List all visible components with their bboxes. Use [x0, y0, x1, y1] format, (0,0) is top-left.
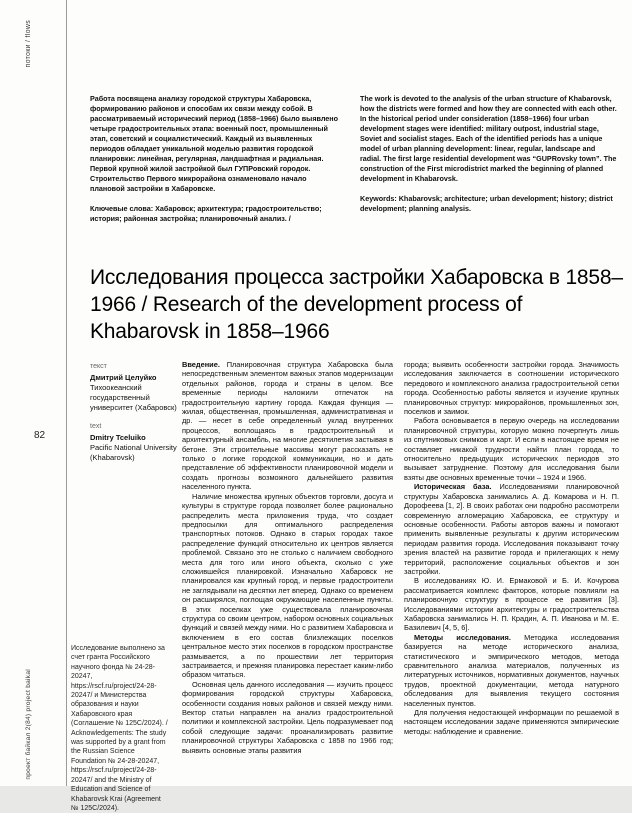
body-paragraph: Наличие множества крупных объектов торговли, досуга и культуры в структуре города позволяет более рационально распределить места приложения труда, что создает предпосылки для оптимального распределения транспортных потоков. Однако в старых городах такое распределение функций относительно их центров является проблемой. Связано это не столько с наличием свободного места для того или иного объекта, сколько с уже сложившейся планировкой. Изначально Хабаровск не планировался как крупный город, и первые градостроители не заглядывали на десятки лет вперед. Однако со временем он расширялся, поглощая окружающие населенные пункты. В этих поселках уже существовала планировочная структура со своим центром, набором основных социальных функций и связей между ними. Но с развитием Хабаровска и включением в его состав близлежащих поселков центральное место этих поселков в городском пространстве размывается, а по прошествии лет территория застраивается, и прежняя планировка перестает каким-либо образом читаться.: [182, 491, 393, 680]
abstract-ru-text: Работа посвящена анализу городской структуры Хабаровска, формированию районов и способам их связи между собой. В рассматриваемый исторический период (1858–1966) было выявлено четыре градостроительных этапа: военный пост, промышленный этап, советский и социалистический. Каждый из выявленных периодов обладает уникальной моделью развития городской планировки: линейная, регулярная, ландшафтная и радиальная. Первой крупной жилой застройкой был ГУПРовский городок. Строительство Первого микрорайона ознаменовало начало плановой застройки в Хабаровске.: [90, 94, 339, 193]
acknowledgements: Исследование выполнено за счет гранта Российского научного фонда № 24-28-20247, https://rscf.ru/project/24-28-20247/ и Министерства образования и науки Хабаровского края (Соглашение № 125С/2024). / Acknowledgements: The study was supported by a grant from the Russian Science Foundation № 24-28-20247, https://rscf.ru/project/24-28-20247/ and the Ministry of Education and Science of Khabarovsk Krai (Agreement № 125С/2024).: [71, 645, 168, 812]
body-column-1: [182, 360, 393, 755]
abstract-english: [360, 94, 618, 214]
body-paragraph: Историческая база. Исследованиями планировочной структуры Хабаровска занимались А. Д. Комарова и Н. П. Дорофеева [1, 2]. В своих работах они подробно рассмотрели современную агломерацию Хабаровска, ее структуру и основные особенности. Работы авторов важны и помогают применить выявленные результаты к другим историческим периодам развития города. Исследования показывают точку зрения властей на развитие города и прилегающих к нему территорий, расположение социальных объектов и зон застройки.: [404, 482, 619, 576]
body-paragraph: В исследованиях Ю. И. Ермаковой и Б. И. Кочурова рассматривается комплекс факторов, которые повлияли на планировочную структуру в процессе ее развития [3]. Исследованиями истории архитектуры и градостроительства Хабаровска занимались Н. П. Крадин, А. П. Иванова и М. Е. Базилевич [4, 5, 6].: [404, 576, 619, 633]
author-label-ru: текст: [90, 363, 107, 370]
author-name-en: Dmitry Tceluiko: [90, 433, 146, 442]
author-label-en: text: [90, 423, 102, 430]
section-label-vertical: потоки / flows: [25, 20, 32, 68]
abstract-russian: [90, 94, 342, 224]
run-in-heading: Историческая база.: [414, 482, 500, 492]
author-block: [90, 362, 182, 472]
author-affiliation-en: Pacific National University (Khabarovsk): [90, 443, 177, 462]
body-paragraph: города; выявить особенности застройки города. Значимость исследования заключается в соотношении исторического передового и комплексного анализа градостроительной сетки города. Особенностью работы является и изучение крупных планировочных структур: микрорайонов, промышленных зон, поселков и заимок.: [404, 360, 619, 417]
body-paragraph: Введение. Планировочная структура Хабаровска была непосредственным элементом важных этапов модернизации отдельных районов, города и страны в целом. Все временные периоды наложили отпечаток на градостроительную картину города. Каждая функция — жилая, общественная, промышленная, административная и др. — несет в себе определенный уклад внутренних процессов, воплощаясь в градостроительный и архитектурный ансамбль, на многие десятилетия застывая в бетоне. Эти строительные массивы могут рассказать не только о логике городской коммуникации, но и дать представление об эффективности планировочной модели и создать прогнозы возможного дальнейшего развития населенного пункта.: [182, 360, 393, 492]
author-affiliation-ru: Тихоокеанский государственный университет (Хабаровск): [90, 383, 177, 412]
body-paragraph: Для получения недостающей информации по решаемой в настоящем исследовании задаче применяются эмпирические методы: наблюдение и сравнение.: [404, 708, 619, 736]
run-in-heading: Методы исследования.: [414, 632, 525, 642]
keywords-en: Keywords: Khabarovsk; architecture; urban development; history; district development; planning analysis.: [360, 194, 613, 213]
keywords-ru: Ключевые слова: Хабаровск; архитектура; градостроительство; история; районная застройка; планировочный анализ. /: [90, 204, 322, 223]
run-in-heading: Введение.: [182, 360, 227, 369]
abstract-en-text: The work is devoted to the analysis of the urban structure of Khabarovsk, how the districts were formed and how they are connected with each other. In the historical period under consideration (1858–1966) four urban development stages were identified: military outpost, industrial stage, Soviet and socialist stages. Each of the identified periods has a unique model of urban planning development: linear, regular, landscape and radial. The first large residential development was “GUPRovsky town”. The construction of the First microdistrict marked the beginning of planned development in Khabarovsk.: [360, 94, 617, 183]
body-paragraph: Работа основывается в первую очередь на исследовании планировочной структуры, которую можно почерпнуть лишь из спутниковых снимков и карт. И если в настоящее время не составляет никакой трудности найти план города, то относительно предыдущих исторических периодов это вызывает затруднение. Поэтому для исследования были взяты две основных временные точки – 1924 и 1966.: [404, 416, 619, 482]
page-number: 82: [34, 430, 46, 441]
body-column-2: [404, 360, 619, 736]
margin-rule: [66, 0, 67, 786]
journal-title-vertical: проект байкал 2(84) project baikal: [25, 669, 32, 780]
body-paragraph: Методы исследования. Методика исследования базируется на методе исторического анализа, статистического и эмпирического методов, метода сравнительного анализа материалов, полученных из литературных источников, нормативных документов, научных трудов, проектной документации, метода натурного обследования для выявления текущего состояния населенных пунктов.: [404, 632, 619, 708]
article-title: Исследования процесса застройки Хабаровска в 1858–1966 / Research of the development process of Khabarovsk in 1858–1966: [90, 266, 623, 343]
author-name-ru: Дмитрий Целуйко: [90, 373, 157, 382]
body-paragraph: Основная цель данного исследования — изучить процесс формирования городской структуры Хабаровска, особенности создания новых районов и связей между ними. Вектор статьи направлен на анализ градостроительной политики и комплексной застройки. Цель подразумевает под собой следующие задачи: проанализировать развитие планировочной структуры Хабаровска с 1858 по 1966 год; выявить основные этапы развития: [182, 679, 393, 755]
